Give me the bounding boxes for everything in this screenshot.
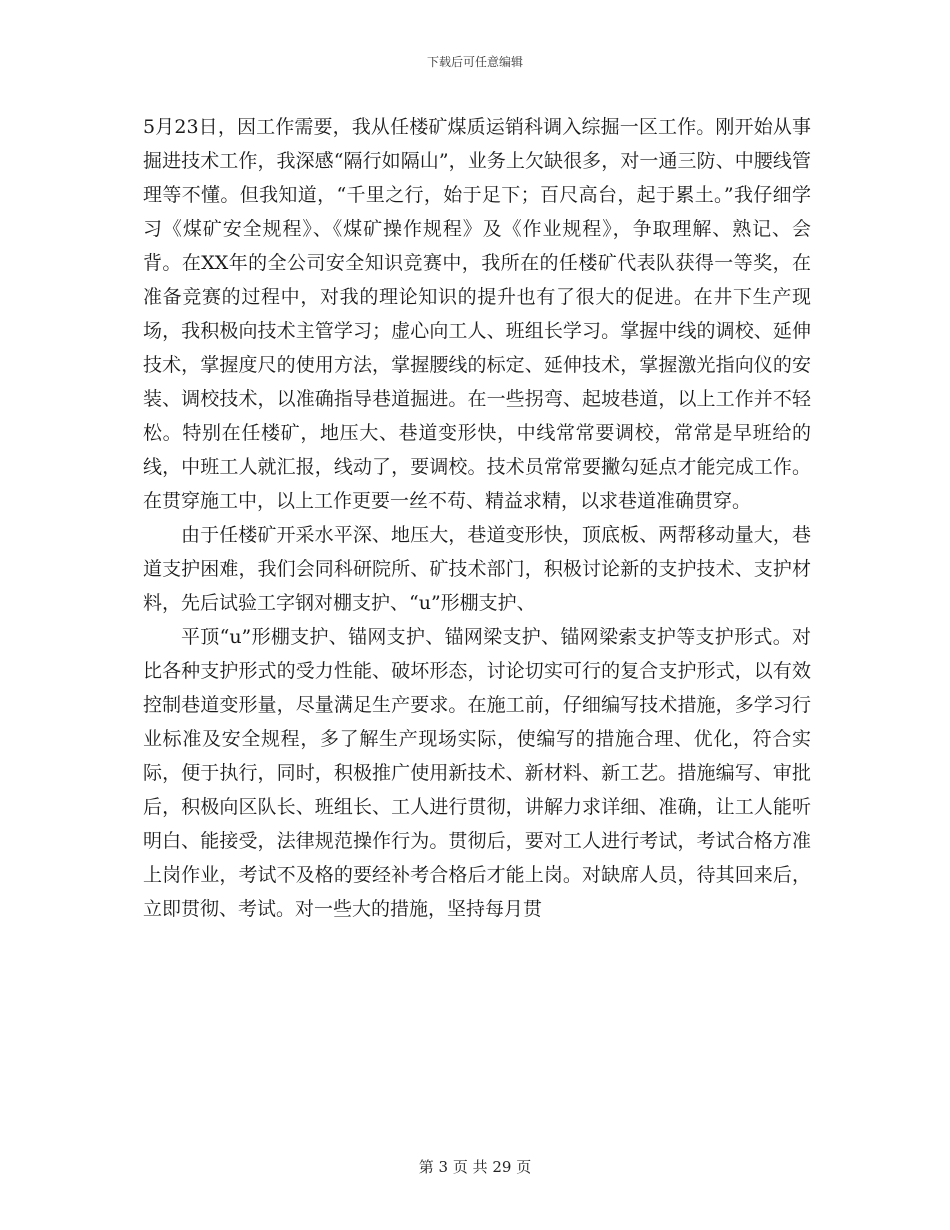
page-header-note: 下载后可任意编辑 xyxy=(426,55,523,69)
paragraph-3: 平顶“u”形棚支护、锚网支护、锚网梁支护、锚网梁索支护等支护形式。对比各种支护形式的受力性能、破坏形态，讨论切实可行的复合支护形式，以有效控制巷道变形量，尽量满足生产要求。在施工前，仔细编写技术措施，多学习行业标准及安全规程，多了解生产现场实际，使编写的措施合理、优化，符合实际，便于执行，同时，积极推广使用新技术、新材料、新工艺。措施编写、审批后，积极向区队长、班组长、工人进行贯彻，讲解力求详细、准确，让工人能听明白、能接受，法律规范操作行为。贯彻后，要对工人进行考试，考试合格方准上岗作业，考试不及格的要经补考合格后才能上岗。对缺席人员，待其回来后，立即贯彻、考试。对一些大的措施，坚持每月贯 xyxy=(143,626,811,920)
paragraph-2: 由于任楼矿开采水平深、地压大，巷道变形快，顶底板、两帮移动量大，巷道支护困难，我们会同科研院所、矿技术部门，积极讨论新的支护技术、支护材料，先后试验工字钢对棚支护、“u”形棚支护、 xyxy=(143,524,811,614)
paragraph-1: 5月23日，因工作需要，我从任楼矿煤质运销科调入综掘一区工作。刚开始从事掘进技术工作，我深感“隔行如隔山”，业务上欠缺很多，对一通三防、中腰线管理等不懂。但我知道，“千里之行，始于足下；百尺高台，起于累土。”我仔细学习《煤矿安全规程》、《煤矿操作规程》及《作业规程》，争取理解、熟记、会背。在XX年的全公司安全知识竞赛中，我所在的任楼矿代表队获得一等奖，在准备竞赛的过程中，对我的理论知识的提升也有了很大的促进。在井下生产现场，我积极向技术主管学习；虚心向工人、班组长学习。掌握中线的调校、延伸技术，掌握度尺的使用方法，掌握腰线的标定、延伸技术，掌握激光指向仪的安装、调校技术，以准确指导巷道掘进。在一些拐弯、起坡巷道，以上工作并不轻松。特别在任楼矿，地压大、巷道变形快，中线常常要调校，常常是早班给的线，中班工人就汇报，线动了，要调校。技术员常常要撇勾延点才能完成工作。在贯穿施工中，以上工作更要一丝不苟、精益求精，以求巷道准确贯穿。 xyxy=(143,116,811,512)
page-number-footer: 第 3 页 共 29 页 xyxy=(418,1158,532,1176)
document-body xyxy=(143,110,811,926)
